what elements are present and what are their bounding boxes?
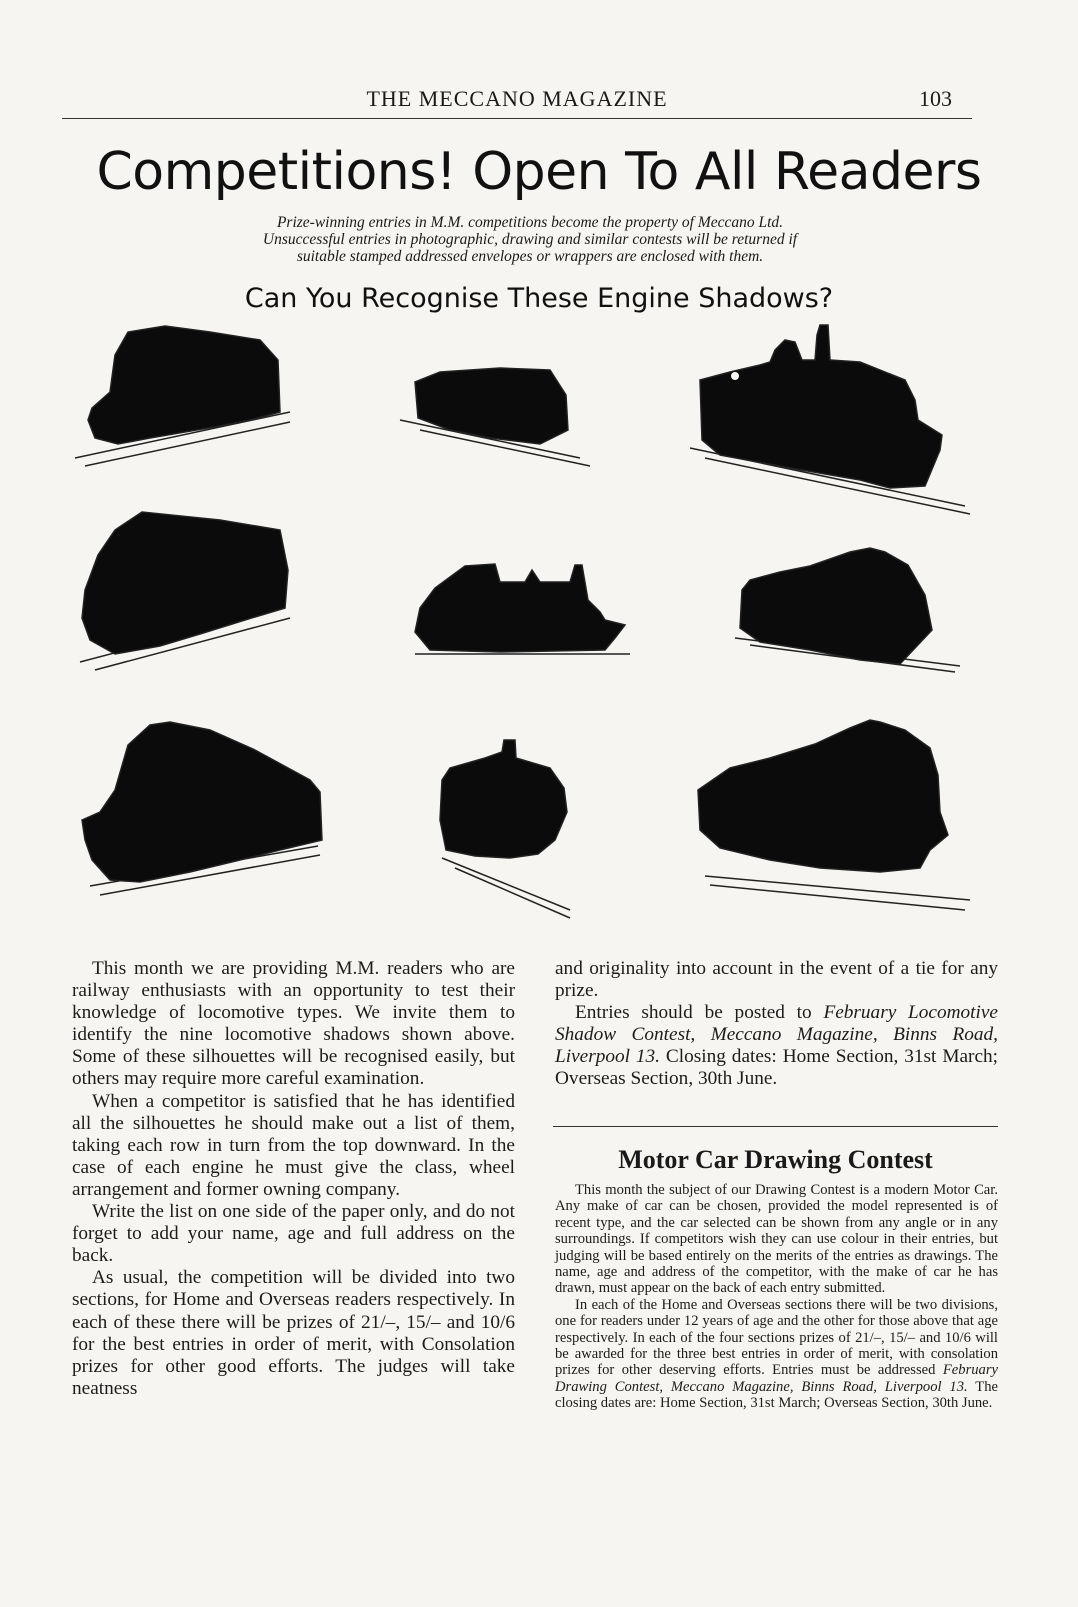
motor-contest-body — [555, 1182, 998, 1412]
locomotive-silhouette-6 — [735, 548, 960, 672]
motor-divisions-text: In each of the Home and Overseas sections there will be two divisions, one for readers under 12 years of age and the other for those above that age respectively. In each of the four sections prizes of 21/–, 15/– and 10/6 will be awarded for the three best entries in order of merit, with consolation prizes for other deserving efforts. Entries must be addressed — [555, 1296, 998, 1379]
motor-contest-title: Motor Car Drawing Contest — [618, 1145, 933, 1174]
shadow-paragraph-5: and originality into account in the event of a tie for any prize. — [555, 958, 998, 1002]
locomotive-silhouette-9 — [698, 720, 970, 910]
shadow-contest-heading: Can You Recognise These Engine Shadows? — [244, 283, 834, 314]
notice-line-2: Unsuccessful entries in photographic, drawing and similar contests will be returned if — [262, 231, 798, 248]
shadow-contest-address: February Locomotive Shadow Contest, Meccano Magazine, Binns Road, Liverpool 13. — [555, 1002, 998, 1068]
section-divider — [553, 1126, 998, 1127]
shadow-paragraph-4: As usual, the competition will be divided into two sections, for Home and Overseas readers respectively. In each of these there will be prizes of 21/–, 15/– and 10/6 for the best entries in order of merit, with Consolation prizes for other good efforts. The judges will take neatness — [72, 1267, 515, 1399]
shadow-contest-left-column — [72, 958, 515, 1400]
shadow-paragraph-6 — [555, 1002, 998, 1090]
motor-paragraph-2 — [555, 1297, 998, 1412]
entry-instructions: Entries should be posted to — [575, 1002, 824, 1024]
shadow-paragraph-3: Write the list on one side of the paper only, and do not forget to add your name, age and full address on the back. — [72, 1201, 515, 1267]
motor-closing-dates: The closing dates are: Home Section, 31st March; Overseas Section, 30th June. — [555, 1378, 998, 1412]
competition-notice — [160, 214, 900, 265]
locomotive-silhouette-7 — [82, 722, 322, 895]
locomotive-silhouette-4 — [80, 512, 290, 670]
shadow-contest-right-column — [555, 958, 998, 1091]
locomotive-silhouette-2 — [400, 368, 590, 466]
locomotive-silhouettes — [70, 320, 980, 920]
shadow-paragraph-1: This month we are providing M.M. readers who are railway enthusiasts with an opportunity to test their knowledge of locomotive types. We invite them to identify the nine locomotive shadows shown above. Some of these silhouettes will be recognised easily, but others may require more careful examination. — [72, 958, 515, 1090]
locomotive-silhouette-5 — [415, 564, 630, 654]
shadow-paragraph-2: When a competitor is satisfied that he has identified all the silhouettes he should make out a list of them, taking each row in turn from the top downward. In the case of each engine he must give the class, wheel arrangement and former owning company. — [72, 1090, 515, 1200]
motor-contest-address: February Drawing Contest, Meccano Magazine, Binns Road, Liverpool 13. — [555, 1362, 998, 1395]
page-number: 103 — [919, 86, 952, 111]
locomotive-silhouette-8 — [440, 740, 570, 918]
motor-paragraph-1: This month the subject of our Drawing Contest is a modern Motor Car. Any make of car can be chosen, provided the model represented is of recent type, and the car selected can be shown from any angle or in any surroundings. If competitors wish they can use colour in their entries, but judging will be based entirely on the merits of the entries as drawings. The name, age and address of the competitor, with the make of car he has drawn, must appear on the back of each entry submitted. — [555, 1182, 998, 1297]
locomotive-silhouette-1 — [75, 326, 290, 466]
page-headline: Competitions! Open To All Readers — [96, 142, 982, 202]
running-head — [62, 86, 972, 119]
silhouettes-figure — [70, 320, 980, 920]
notice-line-1: Prize-winning entries in M.M. competitions become the property of Meccano Ltd. — [276, 214, 784, 231]
notice-line-3: suitable stamped addressed envelopes or wrappers are enclosed with them. — [296, 248, 764, 265]
magazine-title: THE MECCANO MAGAZINE — [366, 86, 668, 111]
shadow-closing-dates: Closing dates: Home Section, 31st March; Overseas Section, 30th June. — [555, 1046, 998, 1090]
locomotive-silhouette-3 — [690, 325, 970, 514]
